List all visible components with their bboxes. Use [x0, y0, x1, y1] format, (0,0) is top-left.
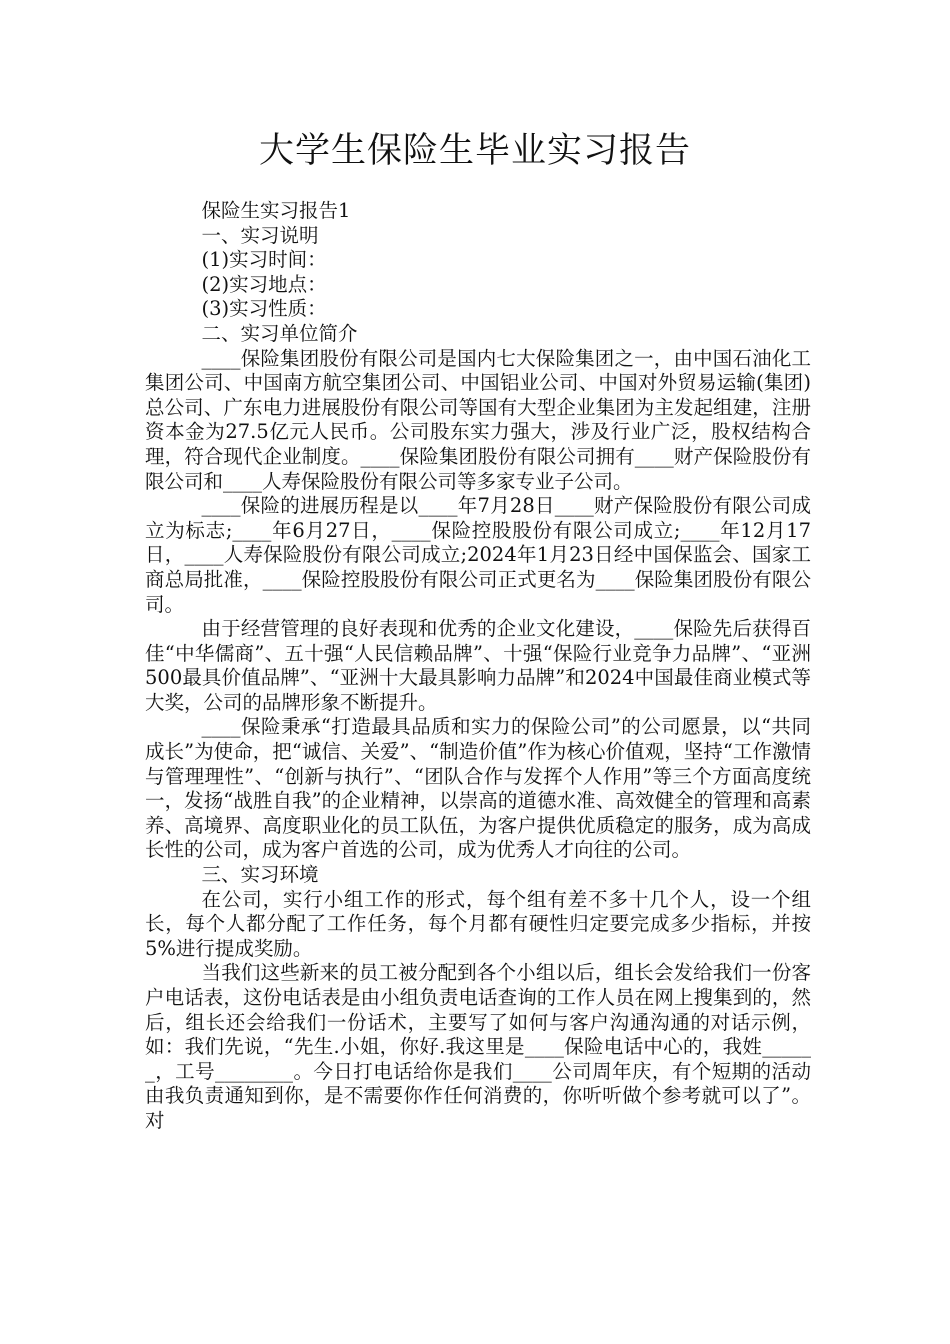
document-body [145, 199, 811, 1134]
paragraph-company-awards: 由于经营管理的良好表现和优秀的企业文化建设，____保险先后获得百佳“中华儒商”、五十强“人民信赖品牌”、十强“保险行业竞争力品牌”、“亚洲500最具价值品牌”、“亚洲十大最具影响力品牌”和2024中国最佳商业模式等大奖，公司的品牌形象不断提升。 [145, 617, 811, 714]
internship-nature: (3)实习性质： [201, 297, 327, 321]
document-title: 大学生保险生毕业实习报告 [258, 131, 691, 171]
paragraph-team-structure: 在公司，实行小组工作的形式，每个组有差不多十几个人，设一个组长，每个人都分配了工作任务，每个月都有硬性归定要完成多少指标，并按5%进行提成奖励。 [145, 887, 811, 960]
internship-time: (1)实习时间： [201, 248, 327, 272]
paragraph-phone-script: 当我们这些新来的员工被分配到各个小组以后，组长会发给我们一份客户电话表，这份电话表是由小组负责电话查询的工作人员在网上搜集到的，然后，组长还会给我们一份话术，主要写了如何与客户沟通沟通的对话示例，如：我们先说，“先生.小姐，你好.我这里是____保险电话中心的，我姓______，工号________。今日打电话给你是我们____公司周年庆，有个短期的活动由我负责通知到你，是不需要你作任何消费的，你听听做个参考就可以了”。对 [145, 961, 811, 1132]
report-heading: 保险生实习报告1 [201, 199, 351, 222]
paragraph-company-history: ____保险的进展历程是以____年7月28日____财产保险股份有限公司成立为标志;____年6月27日，____保险控股股份有限公司成立;____年12月17日，____人寿保险股份有限公司成立;2024年1月23日经中国保监会、国家工商总局批准，____保险控股股份有限公司正式更名为____保险集团股份有限公司。 [145, 494, 811, 616]
internship-location: (2)实习地点： [201, 272, 327, 296]
paragraph-company-overview: ____保险集团股份有限公司是国内七大保险集团之一，由中国石油化工集团公司、中国南方航空集团公司、中国铝业公司、中国对外贸易运输(集团)总公司、广东电力进展股份有限公司等国有大型企业集团为主发起组建，注册资本金为27.5亿元人民币。公司股东实力强大，涉及行业广泛，股权结构合理，符合现代企业制度。____保险集团股份有限公司拥有____财产保险股份有限公司和____人寿保险股份有限公司等多家专业子公司。 [145, 346, 811, 493]
section-heading-company-intro: 二、实习单位简介 [201, 321, 358, 345]
section-heading-environment: 三、实习环境 [201, 863, 319, 887]
section-heading-internship-description: 一、实习说明 [201, 223, 319, 247]
paragraph-company-values: ____保险秉承“打造最具品质和实力的保险公司”的公司愿景，以“共同成长”为使命，把“诚信、关爱”、“制造价值”作为核心价值观，坚持“工作激情与管理理性”、“创新与执行”、“团队合作与发挥个人作用”等三个方面高度统一，发扬“战胜自我”的企业精神，以崇高的道德水准、高效健全的管理和高素养、高境界、高度职业化的员工队伍，为客户提供优质稳定的服务，成为高成长性的公司，成为客户首选的公司，成为优秀人才向往的公司。 [145, 715, 811, 862]
